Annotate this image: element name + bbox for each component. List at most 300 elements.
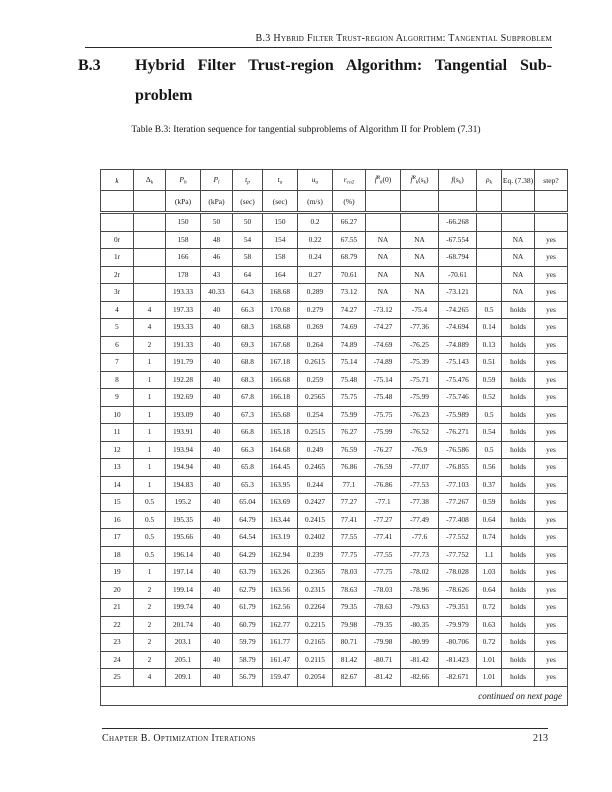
cell-ftilde-sk: NA — [401, 231, 439, 249]
page-number: 213 — [533, 733, 548, 744]
cell-rho-k: 1.03 — [477, 564, 502, 582]
cell-ftilde-sk: -81.42 — [401, 651, 439, 669]
cell-P-l: 40 — [201, 634, 233, 652]
col-header-eq-738: Eq. (7.38) — [502, 170, 535, 191]
cell-ftilde-sk: -77.73 — [401, 546, 439, 564]
cell-P-l: 40 — [201, 371, 233, 389]
cell-delta-k — [134, 284, 166, 302]
cell-step: yes — [535, 319, 568, 337]
cell-P-h: 196.14 — [166, 546, 201, 564]
cell-u-a: 0.239 — [298, 546, 333, 564]
cell-delta-k: 4 — [134, 669, 166, 687]
cell-P-l: 40 — [201, 529, 233, 547]
cell-delta-k — [134, 213, 166, 232]
cell-eq-738: holds — [502, 319, 535, 337]
cell-eq-738: holds — [502, 424, 535, 442]
cell-r-co2: 79.35 — [333, 599, 366, 617]
cell-ftilde-0: -75.14 — [366, 371, 401, 389]
cell-k: 15 — [101, 494, 134, 512]
cell-k: 10 — [101, 406, 134, 424]
cell-ftilde-0: -77.55 — [366, 546, 401, 564]
cell-delta-k: 2 — [134, 616, 166, 634]
col-header-step: step? — [535, 170, 568, 191]
cell-eq-738: holds — [502, 354, 535, 372]
cell-P-l: 40 — [201, 424, 233, 442]
cell-ftilde-0: -75.75 — [366, 406, 401, 424]
cell-t-p: 64.3 — [233, 284, 263, 302]
cell-t-a: 166.68 — [263, 371, 298, 389]
cell-k: 4 — [101, 301, 134, 319]
cell-ftilde-0: -81.42 — [366, 669, 401, 687]
cell-P-l: 40 — [201, 511, 233, 529]
unit-step — [535, 191, 568, 213]
cell-delta-k: 2 — [134, 581, 166, 599]
cell-P-l: 43 — [201, 266, 233, 284]
cell-u-a: 0.2215 — [298, 616, 333, 634]
cell-rho-k — [477, 284, 502, 302]
cell-P-h: 158 — [166, 231, 201, 249]
cell-u-a: 0.2115 — [298, 651, 333, 669]
cell-f-sk: -79.351 — [439, 599, 477, 617]
cell-ftilde-sk: -82.66 — [401, 669, 439, 687]
cell-t-p: 67.8 — [233, 389, 263, 407]
cell-rho-k — [477, 266, 502, 284]
cell-eq-738 — [502, 213, 535, 232]
cell-k: 22 — [101, 616, 134, 634]
cell-P-h: 192.28 — [166, 371, 201, 389]
cell-u-a: 0.289 — [298, 284, 333, 302]
cell-ftilde-0: NA — [366, 231, 401, 249]
cell-P-h: 199.14 — [166, 581, 201, 599]
cell-P-h: 195.66 — [166, 529, 201, 547]
cell-r-co2: 78.03 — [333, 564, 366, 582]
cell-f-sk: -70.61 — [439, 266, 477, 284]
cell-r-co2: 77.1 — [333, 476, 366, 494]
cell-delta-k: 2 — [134, 599, 166, 617]
cell-delta-k: 1 — [134, 389, 166, 407]
cell-P-l: 40 — [201, 494, 233, 512]
cell-ftilde-0: -77.27 — [366, 511, 401, 529]
cell-u-a: 0.2264 — [298, 599, 333, 617]
cell-t-p: 66.3 — [233, 301, 263, 319]
cell-ftilde-sk: -75.4 — [401, 301, 439, 319]
cell-step: yes — [535, 424, 568, 442]
continued-row — [101, 686, 568, 705]
cell-P-l: 40 — [201, 336, 233, 354]
cell-P-h: 150 — [166, 213, 201, 232]
table-row — [101, 389, 568, 407]
cell-ftilde-sk: -77.49 — [401, 511, 439, 529]
cell-f-sk: -75.746 — [439, 389, 477, 407]
cell-rho-k: 0.72 — [477, 634, 502, 652]
cell-r-co2: 66.27 — [333, 213, 366, 232]
cell-u-a: 0.244 — [298, 476, 333, 494]
cell-ftilde-0: -75.99 — [366, 424, 401, 442]
cell-r-co2: 75.99 — [333, 406, 366, 424]
continued-note: continued on next page — [101, 686, 568, 705]
unit-eq-738 — [502, 191, 535, 213]
cell-delta-k: 2 — [134, 634, 166, 652]
cell-delta-k: 1 — [134, 564, 166, 582]
col-header-t-p: $t_p$ — [233, 170, 263, 191]
cell-t-a: 163.95 — [263, 476, 298, 494]
cell-P-l: 46 — [201, 249, 233, 267]
cell-ftilde-sk: -75.39 — [401, 354, 439, 372]
cell-step: yes — [535, 529, 568, 547]
cell-r-co2: 77.75 — [333, 546, 366, 564]
cell-step: yes — [535, 231, 568, 249]
cell-P-l: 40 — [201, 354, 233, 372]
cell-r-co2: 76.27 — [333, 424, 366, 442]
cell-ftilde-0: -76.27 — [366, 441, 401, 459]
cell-r-co2: 75.48 — [333, 371, 366, 389]
cell-step: yes — [535, 284, 568, 302]
cell-rho-k: 1.01 — [477, 669, 502, 687]
cell-rho-k: 0.63 — [477, 616, 502, 634]
cell-k: 16 — [101, 511, 134, 529]
table-row — [101, 371, 568, 389]
table-row — [101, 494, 568, 512]
unit-u-a: (m/s) — [298, 191, 333, 213]
cell-t-p: 56.79 — [233, 669, 263, 687]
unit-rho-k — [477, 191, 502, 213]
cell-step: yes — [535, 459, 568, 477]
cell-step: yes — [535, 371, 568, 389]
cell-t-p: 65.04 — [233, 494, 263, 512]
cell-step: yes — [535, 301, 568, 319]
cell-P-h: 195.35 — [166, 511, 201, 529]
cell-k: 5 — [101, 319, 134, 337]
cell-ftilde-0: -77.1 — [366, 494, 401, 512]
cell-eq-738: holds — [502, 546, 535, 564]
table-row — [101, 476, 568, 494]
cell-t-a: 167.18 — [263, 354, 298, 372]
cell-eq-738: holds — [502, 564, 535, 582]
cell-t-a: 161.47 — [263, 651, 298, 669]
cell-k: 21 — [101, 599, 134, 617]
cell-P-h: 201.74 — [166, 616, 201, 634]
cell-P-l: 40 — [201, 651, 233, 669]
cell-f-sk: -77.103 — [439, 476, 477, 494]
cell-rho-k: 0.51 — [477, 354, 502, 372]
cell-u-a: 0.2402 — [298, 529, 333, 547]
cell-t-p: 59.79 — [233, 634, 263, 652]
cell-eq-738: holds — [502, 389, 535, 407]
cell-t-a: 161.77 — [263, 634, 298, 652]
cell-P-h: 194.83 — [166, 476, 201, 494]
unit-r-co2: (%) — [333, 191, 366, 213]
iteration-table — [100, 169, 568, 706]
cell-t-a: 154 — [263, 231, 298, 249]
cell-ftilde-sk: NA — [401, 284, 439, 302]
cell-k: 2r — [101, 266, 134, 284]
cell-eq-738: holds — [502, 581, 535, 599]
cell-k: 19 — [101, 564, 134, 582]
cell-ftilde-0: NA — [366, 249, 401, 267]
cell-step: yes — [535, 581, 568, 599]
section-heading — [78, 57, 552, 105]
cell-eq-738: holds — [502, 599, 535, 617]
cell-t-p: 60.79 — [233, 616, 263, 634]
cell-P-h: 166 — [166, 249, 201, 267]
cell-P-l: 40 — [201, 669, 233, 687]
cell-ftilde-sk: -76.23 — [401, 406, 439, 424]
cell-f-sk: -80.706 — [439, 634, 477, 652]
table-wrap — [100, 169, 568, 706]
cell-P-h: 178 — [166, 266, 201, 284]
cell-t-a: 168.68 — [263, 284, 298, 302]
cell-ftilde-sk: -77.07 — [401, 459, 439, 477]
cell-u-a: 0.2427 — [298, 494, 333, 512]
cell-u-a: 0.22 — [298, 231, 333, 249]
cell-ftilde-0 — [366, 213, 401, 232]
cell-t-p: 61.79 — [233, 599, 263, 617]
cell-P-l: 50 — [201, 213, 233, 232]
table-row — [101, 459, 568, 477]
col-header-k: k — [101, 170, 134, 191]
cell-k: 6 — [101, 336, 134, 354]
cell-delta-k: 1 — [134, 406, 166, 424]
cell-f-sk: -74.889 — [439, 336, 477, 354]
cell-eq-738: holds — [502, 476, 535, 494]
cell-ftilde-0: -73.12 — [366, 301, 401, 319]
cell-r-co2: 75.75 — [333, 389, 366, 407]
cell-step: yes — [535, 669, 568, 687]
running-header: B.3 Hybrid Filter Trust-region Algorithm: Tangential Subproblem — [85, 33, 552, 48]
cell-k: 0r — [101, 231, 134, 249]
cell-t-p: 50 — [233, 213, 263, 232]
cell-rho-k: 0.5 — [477, 406, 502, 424]
cell-f-sk: -67.554 — [439, 231, 477, 249]
cell-step: yes — [535, 546, 568, 564]
col-header-f-sk: $f(s_k)$ — [439, 170, 477, 191]
col-header-t-a: $t_a$ — [263, 170, 298, 191]
cell-rho-k — [477, 231, 502, 249]
cell-r-co2: 80.71 — [333, 634, 366, 652]
cell-ftilde-0: NA — [366, 266, 401, 284]
cell-u-a: 0.2054 — [298, 669, 333, 687]
cell-u-a: 0.2515 — [298, 424, 333, 442]
cell-delta-k: 1 — [134, 354, 166, 372]
cell-P-h: 193.91 — [166, 424, 201, 442]
cell-f-sk: -77.408 — [439, 511, 477, 529]
cell-P-l: 40 — [201, 406, 233, 424]
cell-ftilde-sk: -75.99 — [401, 389, 439, 407]
table-row — [101, 599, 568, 617]
cell-rho-k: 0.14 — [477, 319, 502, 337]
cell-P-h: 192.69 — [166, 389, 201, 407]
table-row — [101, 669, 568, 687]
cell-r-co2: 75.14 — [333, 354, 366, 372]
cell-t-a: 163.19 — [263, 529, 298, 547]
cell-r-co2: 74.69 — [333, 319, 366, 337]
cell-f-sk: -75.143 — [439, 354, 477, 372]
cell-r-co2: 77.55 — [333, 529, 366, 547]
cell-u-a: 0.2365 — [298, 564, 333, 582]
cell-u-a: 0.2415 — [298, 511, 333, 529]
cell-ftilde-sk: NA — [401, 266, 439, 284]
cell-t-p: 68.8 — [233, 354, 263, 372]
cell-P-h: 199.74 — [166, 599, 201, 617]
cell-ftilde-sk: -80.35 — [401, 616, 439, 634]
cell-r-co2: 74.89 — [333, 336, 366, 354]
cell-t-p: 58 — [233, 249, 263, 267]
cell-t-p: 69.3 — [233, 336, 263, 354]
cell-u-a: 0.2565 — [298, 389, 333, 407]
cell-step: yes — [535, 476, 568, 494]
table-caption: Table B.3: Iteration sequence for tangential subproblems of Algorithm II for Problem (7.31) — [131, 125, 481, 135]
cell-delta-k — [134, 231, 166, 249]
section-title-line2: problem — [135, 87, 193, 104]
cell-delta-k: 0.5 — [134, 529, 166, 547]
col-header-rho-k: $\rho_k$ — [477, 170, 502, 191]
cell-P-h: 193.09 — [166, 406, 201, 424]
cell-ftilde-0: -75.48 — [366, 389, 401, 407]
cell-f-sk: -75.989 — [439, 406, 477, 424]
cell-f-sk: -75.476 — [439, 371, 477, 389]
cell-t-a: 165.68 — [263, 406, 298, 424]
cell-t-p: 64 — [233, 266, 263, 284]
cell-ftilde-0: -74.69 — [366, 336, 401, 354]
unit-delta-k — [134, 191, 166, 213]
cell-eq-738: holds — [502, 406, 535, 424]
cell-ftilde-sk: -77.38 — [401, 494, 439, 512]
col-header-u-a: $u_a$ — [298, 170, 333, 191]
cell-ftilde-sk: -79.63 — [401, 599, 439, 617]
cell-ftilde-sk: -77.53 — [401, 476, 439, 494]
cell-ftilde-sk — [401, 213, 439, 232]
cell-P-h: 203.1 — [166, 634, 201, 652]
cell-P-h: 197.14 — [166, 564, 201, 582]
cell-rho-k: 0.64 — [477, 511, 502, 529]
cell-delta-k — [134, 249, 166, 267]
cell-P-h: 209.1 — [166, 669, 201, 687]
cell-t-p: 66.8 — [233, 424, 263, 442]
cell-step: yes — [535, 494, 568, 512]
cell-f-sk: -74.265 — [439, 301, 477, 319]
cell-step: yes — [535, 406, 568, 424]
cell-ftilde-0: -80.71 — [366, 651, 401, 669]
cell-t-p: 65.8 — [233, 459, 263, 477]
cell-P-h: 193.94 — [166, 441, 201, 459]
cell-ftilde-sk: -77.36 — [401, 319, 439, 337]
cell-r-co2: 81.42 — [333, 651, 366, 669]
units-row — [101, 191, 568, 213]
section-number: B.3 — [78, 57, 101, 74]
cell-t-p: 64.29 — [233, 546, 263, 564]
cell-step — [535, 213, 568, 232]
cell-ftilde-0: -78.63 — [366, 599, 401, 617]
cell-r-co2: 76.86 — [333, 459, 366, 477]
cell-delta-k: 1 — [134, 441, 166, 459]
cell-k: 24 — [101, 651, 134, 669]
cell-t-p: 64.54 — [233, 529, 263, 547]
cell-step: yes — [535, 336, 568, 354]
cell-t-p: 68.3 — [233, 319, 263, 337]
cell-eq-738: NA — [502, 231, 535, 249]
cell-eq-738: holds — [502, 336, 535, 354]
table-row — [101, 546, 568, 564]
cell-f-sk: -78.626 — [439, 581, 477, 599]
cell-ftilde-0: NA — [366, 284, 401, 302]
cell-P-l: 40 — [201, 319, 233, 337]
cell-step: yes — [535, 616, 568, 634]
cell-f-sk: -74.694 — [439, 319, 477, 337]
cell-t-a: 163.44 — [263, 511, 298, 529]
cell-delta-k: 0.5 — [134, 546, 166, 564]
unit-f-sk — [439, 191, 477, 213]
cell-delta-k: 4 — [134, 319, 166, 337]
cell-P-l: 40 — [201, 616, 233, 634]
cell-rho-k: 0.74 — [477, 529, 502, 547]
cell-ftilde-sk: NA — [401, 249, 439, 267]
cell-eq-738: holds — [502, 651, 535, 669]
cell-u-a: 0.259 — [298, 371, 333, 389]
cell-ftilde-0: -77.75 — [366, 564, 401, 582]
cell-f-sk: -76.271 — [439, 424, 477, 442]
cell-k: 25 — [101, 669, 134, 687]
col-header-P-l: $P_l$ — [201, 170, 233, 191]
cell-u-a: 0.249 — [298, 441, 333, 459]
cell-P-h: 197.33 — [166, 301, 201, 319]
cell-P-l: 40 — [201, 476, 233, 494]
cell-u-a: 0.254 — [298, 406, 333, 424]
cell-rho-k: 0.37 — [477, 476, 502, 494]
unit-k — [101, 191, 134, 213]
cell-ftilde-sk: -75.71 — [401, 371, 439, 389]
cell-t-a: 163.56 — [263, 581, 298, 599]
cell-eq-738: holds — [502, 459, 535, 477]
cell-f-sk: -76.855 — [439, 459, 477, 477]
cell-P-l: 40 — [201, 389, 233, 407]
cell-eq-738: holds — [502, 371, 535, 389]
cell-t-p: 67.3 — [233, 406, 263, 424]
cell-rho-k: 0.59 — [477, 494, 502, 512]
cell-f-sk: -77.752 — [439, 546, 477, 564]
cell-t-p: 66.3 — [233, 441, 263, 459]
cell-t-p: 63.79 — [233, 564, 263, 582]
cell-step: yes — [535, 389, 568, 407]
cell-r-co2: 67.55 — [333, 231, 366, 249]
cell-P-h: 195.2 — [166, 494, 201, 512]
cell-f-sk: -78.028 — [439, 564, 477, 582]
cell-step: yes — [535, 249, 568, 267]
cell-t-a: 164 — [263, 266, 298, 284]
cell-t-a: 165.18 — [263, 424, 298, 442]
cell-k: 20 — [101, 581, 134, 599]
cell-P-h: 193.33 — [166, 319, 201, 337]
col-header-P-h: $P_h$ — [166, 170, 201, 191]
cell-P-h: 191.33 — [166, 336, 201, 354]
cell-f-sk: -77.552 — [439, 529, 477, 547]
cell-eq-738: holds — [502, 529, 535, 547]
cell-eq-738: holds — [502, 494, 535, 512]
table-row — [101, 511, 568, 529]
cell-u-a: 0.264 — [298, 336, 333, 354]
cell-t-p: 68.3 — [233, 371, 263, 389]
cell-eq-738: holds — [502, 301, 535, 319]
table-row — [101, 564, 568, 582]
cell-ftilde-sk: -77.6 — [401, 529, 439, 547]
cell-eq-738: holds — [502, 634, 535, 652]
cell-k: 14 — [101, 476, 134, 494]
cell-t-a: 162.77 — [263, 616, 298, 634]
cell-step: yes — [535, 634, 568, 652]
table-row — [101, 616, 568, 634]
cell-eq-738: holds — [502, 441, 535, 459]
table-row — [101, 336, 568, 354]
unit-t-a: (sec) — [263, 191, 298, 213]
